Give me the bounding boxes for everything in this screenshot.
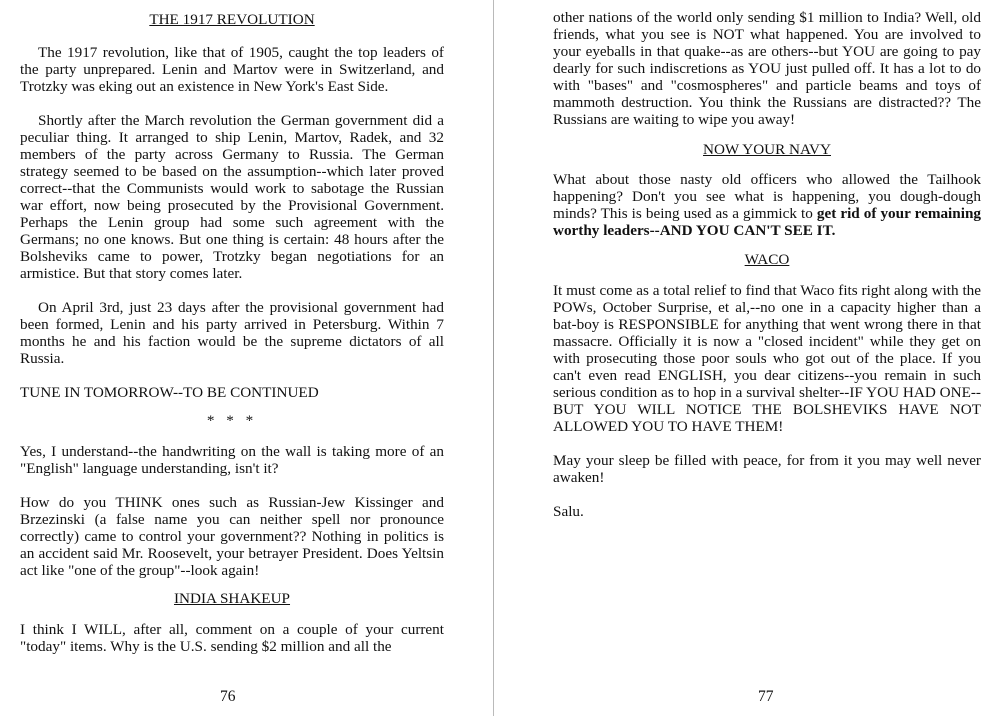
right-page [553, 0, 981, 705]
section-divider: * * * [206, 412, 258, 429]
paragraph: The 1917 revolution, like that of 1905, caught the top leaders of the party unprepared. Lenin and Martov were in Switzerland, and Trotzky was eking out an existence in New York's East Side. [20, 44, 444, 95]
page-number: 77 [758, 688, 774, 705]
book-gutter [493, 0, 494, 716]
paragraph: other nations of the world only sending $1 million to India? Well, old friends, what you see is NOT what happened. You are involved to your eyeballs in that quake--as are others--but YOU are going to pay dearly for such indiscretions as YOU just pulled off. It has a lot to do with "bases" and "cosmospheres" and particle beams and toys of mammoth destruction. You think the Russians are distracted?? The Russians are waiting to wipe you away! [553, 9, 981, 128]
page-number: 76 [220, 688, 236, 705]
paragraph-bold-text: get rid of your remaining worthy leaders--AND YOU CAN'T SEE IT. [553, 205, 981, 239]
left-page [20, 0, 444, 705]
heading-now-your-navy: NOW YOUR NAVY [703, 141, 831, 158]
heading-1917-revolution: THE 1917 REVOLUTION [149, 11, 315, 28]
heading-india-shakeup: INDIA SHAKEUP [173, 590, 291, 607]
paragraph: Shortly after the March revolution the German government did a peculiar thing. It arranged to ship Lenin, Martov, Radek, and 32 members of the party across Germany to Russia. The German strategy seemed to be based on the assumption--which later proved correct--that the Communists would work to sabotage the Russian war effort, now being prosecuted by the Provisional Government. Perhaps the Lenin group had some such agreement with the Germans; no one knows. But one thing is certain: 48 hours after the Bolsheviks came to power, Trotzky began negotiations for an armistice. But that story comes later. [20, 112, 444, 282]
paragraph [553, 171, 981, 239]
paragraph: May your sleep be filled with peace, for from it you may well never awaken! [553, 452, 981, 486]
heading-waco: WACO [744, 251, 790, 268]
paragraph: On April 3rd, just 23 days after the provisional government had been formed, Lenin and his party arrived in Petersburg. Within 7 months he and his faction would be the supreme dictators of all Russia. [20, 299, 444, 367]
paragraph-text: What about those nasty old officers who allowed the Tailhook happening? Don't you see what is happening, you dough-dough minds? This is being used as a gimmick to [553, 171, 981, 222]
paragraph: I think I WILL, after all, comment on a couple of your current "today" items. Why is the U.S. sending $2 million and all the [20, 621, 444, 655]
sign-off: Salu. [553, 503, 584, 520]
tune-in-line: TUNE IN TOMORROW--TO BE CONTINUED [20, 384, 319, 401]
paragraph: It must come as a total relief to find that Waco fits right along with the POWs, October Surprise, et al,--no one in a capacity higher than a bat-boy is RESPONSIBLE for anything that went wrong there in that massacre. Officially it is now a "closed incident" while they get on with prosecuting those poor souls who got out of the place. If you can't even read ENGLISH, you dear citizens--you remain in such serious condition as to hop in a survival shelter--IF YOU HAD ONE--BUT YOU WILL NOTICE THE BOLSHEVIKS HAVE NOT ALLOWED YOU TO HAVE THEM! [553, 282, 981, 435]
paragraph: How do you THINK ones such as Russian-Jew Kissinger and Brzezinski (a false name you can neither spell nor pronounce correctly) came to control your government?? Nothing in politics is an accident said Mr. Roosevelt, your betrayer President. Does Yeltsin act like "one of the group"--look again! [20, 494, 444, 579]
paragraph: Yes, I understand--the handwriting on the wall is taking more of an "English" language understanding, isn't it? [20, 443, 444, 477]
